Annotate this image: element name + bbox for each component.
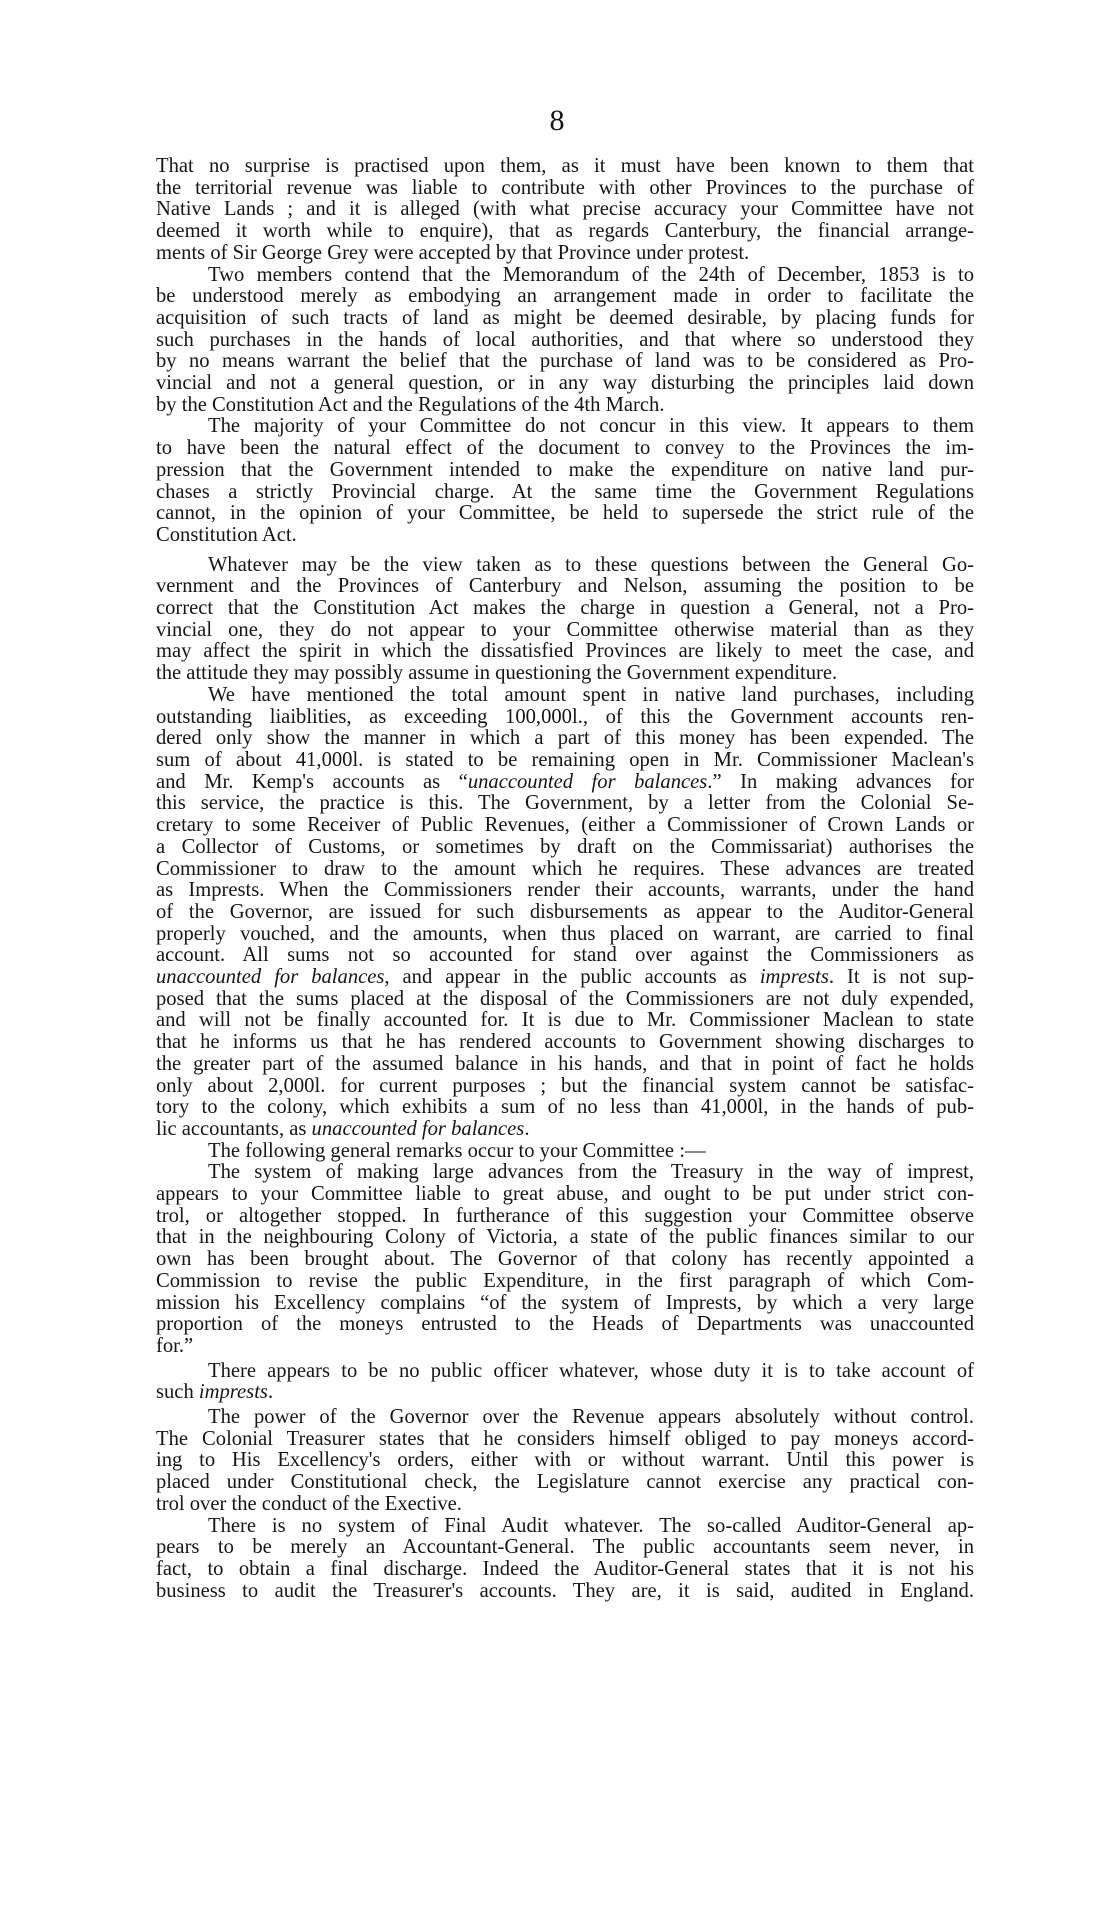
text-line: unaccounted for balances, and appear in the public accounts as imprests. It is not sup- — [156, 966, 974, 989]
text-line: ments of Sir George Grey were accepted by that Province under protest. — [156, 241, 750, 264]
text-line: by no means warrant the belief that the purchase of land was to be considered as Pro- — [156, 350, 974, 373]
text-line: and Mr. Kemp's accounts as “unaccounted for balances.” In making advances for — [156, 770, 974, 793]
text-line: Native Lands ; and it is alleged (with what precise accuracy your Committee have not — [156, 198, 974, 221]
document-body — [156, 156, 974, 1602]
text-line: trol, or altogether stopped. In furtherance of this suggestion your Committee observe — [156, 1204, 974, 1227]
paragraph-4 — [156, 555, 974, 685]
text-line: vernment and the Provinces of Canterbury and Nelson, assuming the position to be — [156, 575, 974, 598]
text-line: pression that the Government intended to make the expenditure on native land pur- — [156, 458, 974, 481]
text-line: cretary to some Receiver of Public Revenues, (either a Commissioner of Crown Lands or — [156, 814, 974, 837]
text-line: Constitution Act. — [156, 523, 297, 546]
text-line: correct that the Constitution Act makes the charge in question a General, not a Pro- — [156, 597, 974, 620]
text-line: by the Constitution Act and the Regulations of the 4th March. — [156, 393, 665, 416]
text-line: mission his Excellency complains “of the system of Imprests, by which a very large — [156, 1291, 974, 1314]
text-line: be understood merely as embodying an arrangement made in order to facilitate the — [156, 285, 974, 308]
text-line: vincial and not a general question, or in any way disturbing the principles laid down — [156, 372, 974, 395]
text-line: chases a strictly Provincial charge. At the same time the Government Regulations — [156, 480, 974, 503]
text-line: The majority of your Committee do not concur in this view. It appears to them — [208, 415, 974, 438]
text-line: this service, the practice is this. The Government, by a letter from the Colonial Se- — [156, 792, 974, 815]
text-line: Whatever may be the view taken as to these questions between the General Go- — [208, 553, 974, 576]
text-line: The Colonial Treasurer states that he considers himself obliged to pay moneys accord- — [156, 1427, 974, 1450]
text-line: appears to your Committee liable to great abuse, and ought to be put under strict con- — [156, 1183, 974, 1206]
text-line: outstanding liaiblities, as exceeding 100,000l., of this the Government accounts ren- — [156, 705, 974, 728]
text-line: There appears to be no public officer whatever, whose duty it is to take account of — [208, 1359, 974, 1382]
text-line: account. All sums not so accounted for stand over against the Commissioners as — [156, 944, 974, 967]
text-line: deemed it worth while to enquire), that as regards Canterbury, the financial arrange- — [156, 220, 974, 243]
paragraph-3 — [156, 416, 974, 546]
text-line: only about 2,000l. for current purposes ; but the financial system cannot be satisfac- — [156, 1074, 974, 1097]
text-line: Two members contend that the Memorandum of the 24th of December, 1853 is to — [208, 263, 974, 286]
text-line: trol over the conduct of the Exective. — [156, 1492, 462, 1515]
text-line: placed under Constitutional check, the Legislature cannot exercise any practical con- — [156, 1471, 974, 1494]
text-line: own has been brought about. The Governor of that colony has recently appointed a — [156, 1248, 974, 1271]
paragraph-10 — [156, 1516, 974, 1603]
text-line: Commissioner to draw to the amount which he requires. These advances are treated — [156, 857, 974, 880]
paragraph-6 — [156, 1141, 974, 1163]
text-line: ing to His Excellency's orders, either with or without warrant. Until this power is — [156, 1449, 974, 1472]
text-line: That no surprise is practised upon them, as it must have been known to them that — [156, 155, 974, 177]
text-line: such purchases in the hands of local authorities, and that where so understood they — [156, 328, 974, 351]
text-line: tory to the colony, which exhibits a sum of no less than 41,000l, in the hands of pub- — [156, 1096, 974, 1119]
text-line: business to audit the Treasurer's accounts. They are, it is said, audited in England. — [156, 1579, 974, 1602]
paragraph-5 — [156, 685, 974, 1141]
paragraph-2 — [156, 265, 974, 417]
text-line: such imprests. — [156, 1381, 274, 1404]
text-line: posed that the sums placed at the disposal of the Commissioners are not duly expended, — [156, 987, 974, 1010]
text-line: There is no system of Final Audit whatever. The so-called Auditor-General ap- — [208, 1514, 974, 1537]
text-line: properly vouched, and the amounts, when thus placed on warrant, are carried to final — [156, 922, 974, 945]
text-line: cannot, in the opinion of your Committee, be held to supersede the strict rule of the — [156, 502, 974, 525]
text-line: the greater part of the assumed balance in his hands, and that in point of fact he holds — [156, 1052, 974, 1075]
text-line: The following general remarks occur to your Committee :— — [208, 1139, 706, 1162]
text-line: Commission to revise the public Expenditure, in the first paragraph of which Com- — [156, 1269, 974, 1292]
text-line: a Collector of Customs, or sometimes by draft on the Commissariat) authorises the — [156, 835, 974, 858]
paragraph-1 — [156, 156, 974, 265]
text-line: that he informs us that he has rendered accounts to Government showing discharges to — [156, 1031, 974, 1054]
text-line: The power of the Governor over the Revenue appears absolutely without control. — [208, 1406, 974, 1429]
paragraph-9 — [156, 1407, 974, 1516]
text-line: the territorial revenue was liable to contribute with other Provinces to the purchase of — [156, 176, 974, 199]
text-line: vincial one, they do not appear to your Committee otherwise material than as they — [156, 618, 974, 641]
text-line: dered only show the manner in which a part of this money has been expended. The — [156, 727, 974, 750]
text-line: proportion of the moneys entrusted to the Heads of Departments was unaccounted — [156, 1313, 974, 1336]
text-line: the attitude they may possibly assume in questioning the Government expenditure. — [156, 662, 838, 685]
text-line: as Imprests. When the Commissioners render their accounts, warrants, under the hand — [156, 879, 974, 902]
paragraph-8 — [156, 1361, 974, 1404]
text-line: that in the neighbouring Colony of Victoria, a state of the public finances similar to our — [156, 1226, 974, 1249]
text-line: We have mentioned the total amount spent in native land purchases, including — [208, 683, 974, 706]
text-line: to have been the natural effect of the document to convey to the Provinces the im- — [156, 437, 974, 460]
text-line: The system of making large advances from the Treasury in the way of imprest, — [208, 1161, 974, 1184]
text-line: and will not be finally accounted for. It is due to Mr. Commissioner Maclean to state — [156, 1009, 974, 1032]
text-line: acquisition of such tracts of land as might be deemed desirable, by placing funds for — [156, 306, 974, 329]
text-line: for.” — [156, 1334, 194, 1357]
text-line: pears to be merely an Accountant-General. The public accountants seem never, in — [156, 1536, 974, 1559]
text-line: sum of about 41,000l. is stated to be remaining open in Mr. Commissioner Maclean's — [156, 748, 974, 771]
text-line: may affect the spirit in which the dissatisfied Provinces are likely to meet the case, and — [156, 640, 974, 663]
paragraph-7 — [156, 1162, 974, 1357]
text-line: fact, to obtain a final discharge. Indeed the Auditor-General states that it is not his — [156, 1558, 974, 1580]
text-line: lic accountants, as unaccounted for balances. — [156, 1117, 530, 1140]
page-number: 8 — [549, 104, 565, 137]
text-line: of the Governor, are issued for such disbursements as appear to the Auditor-General — [156, 900, 974, 923]
